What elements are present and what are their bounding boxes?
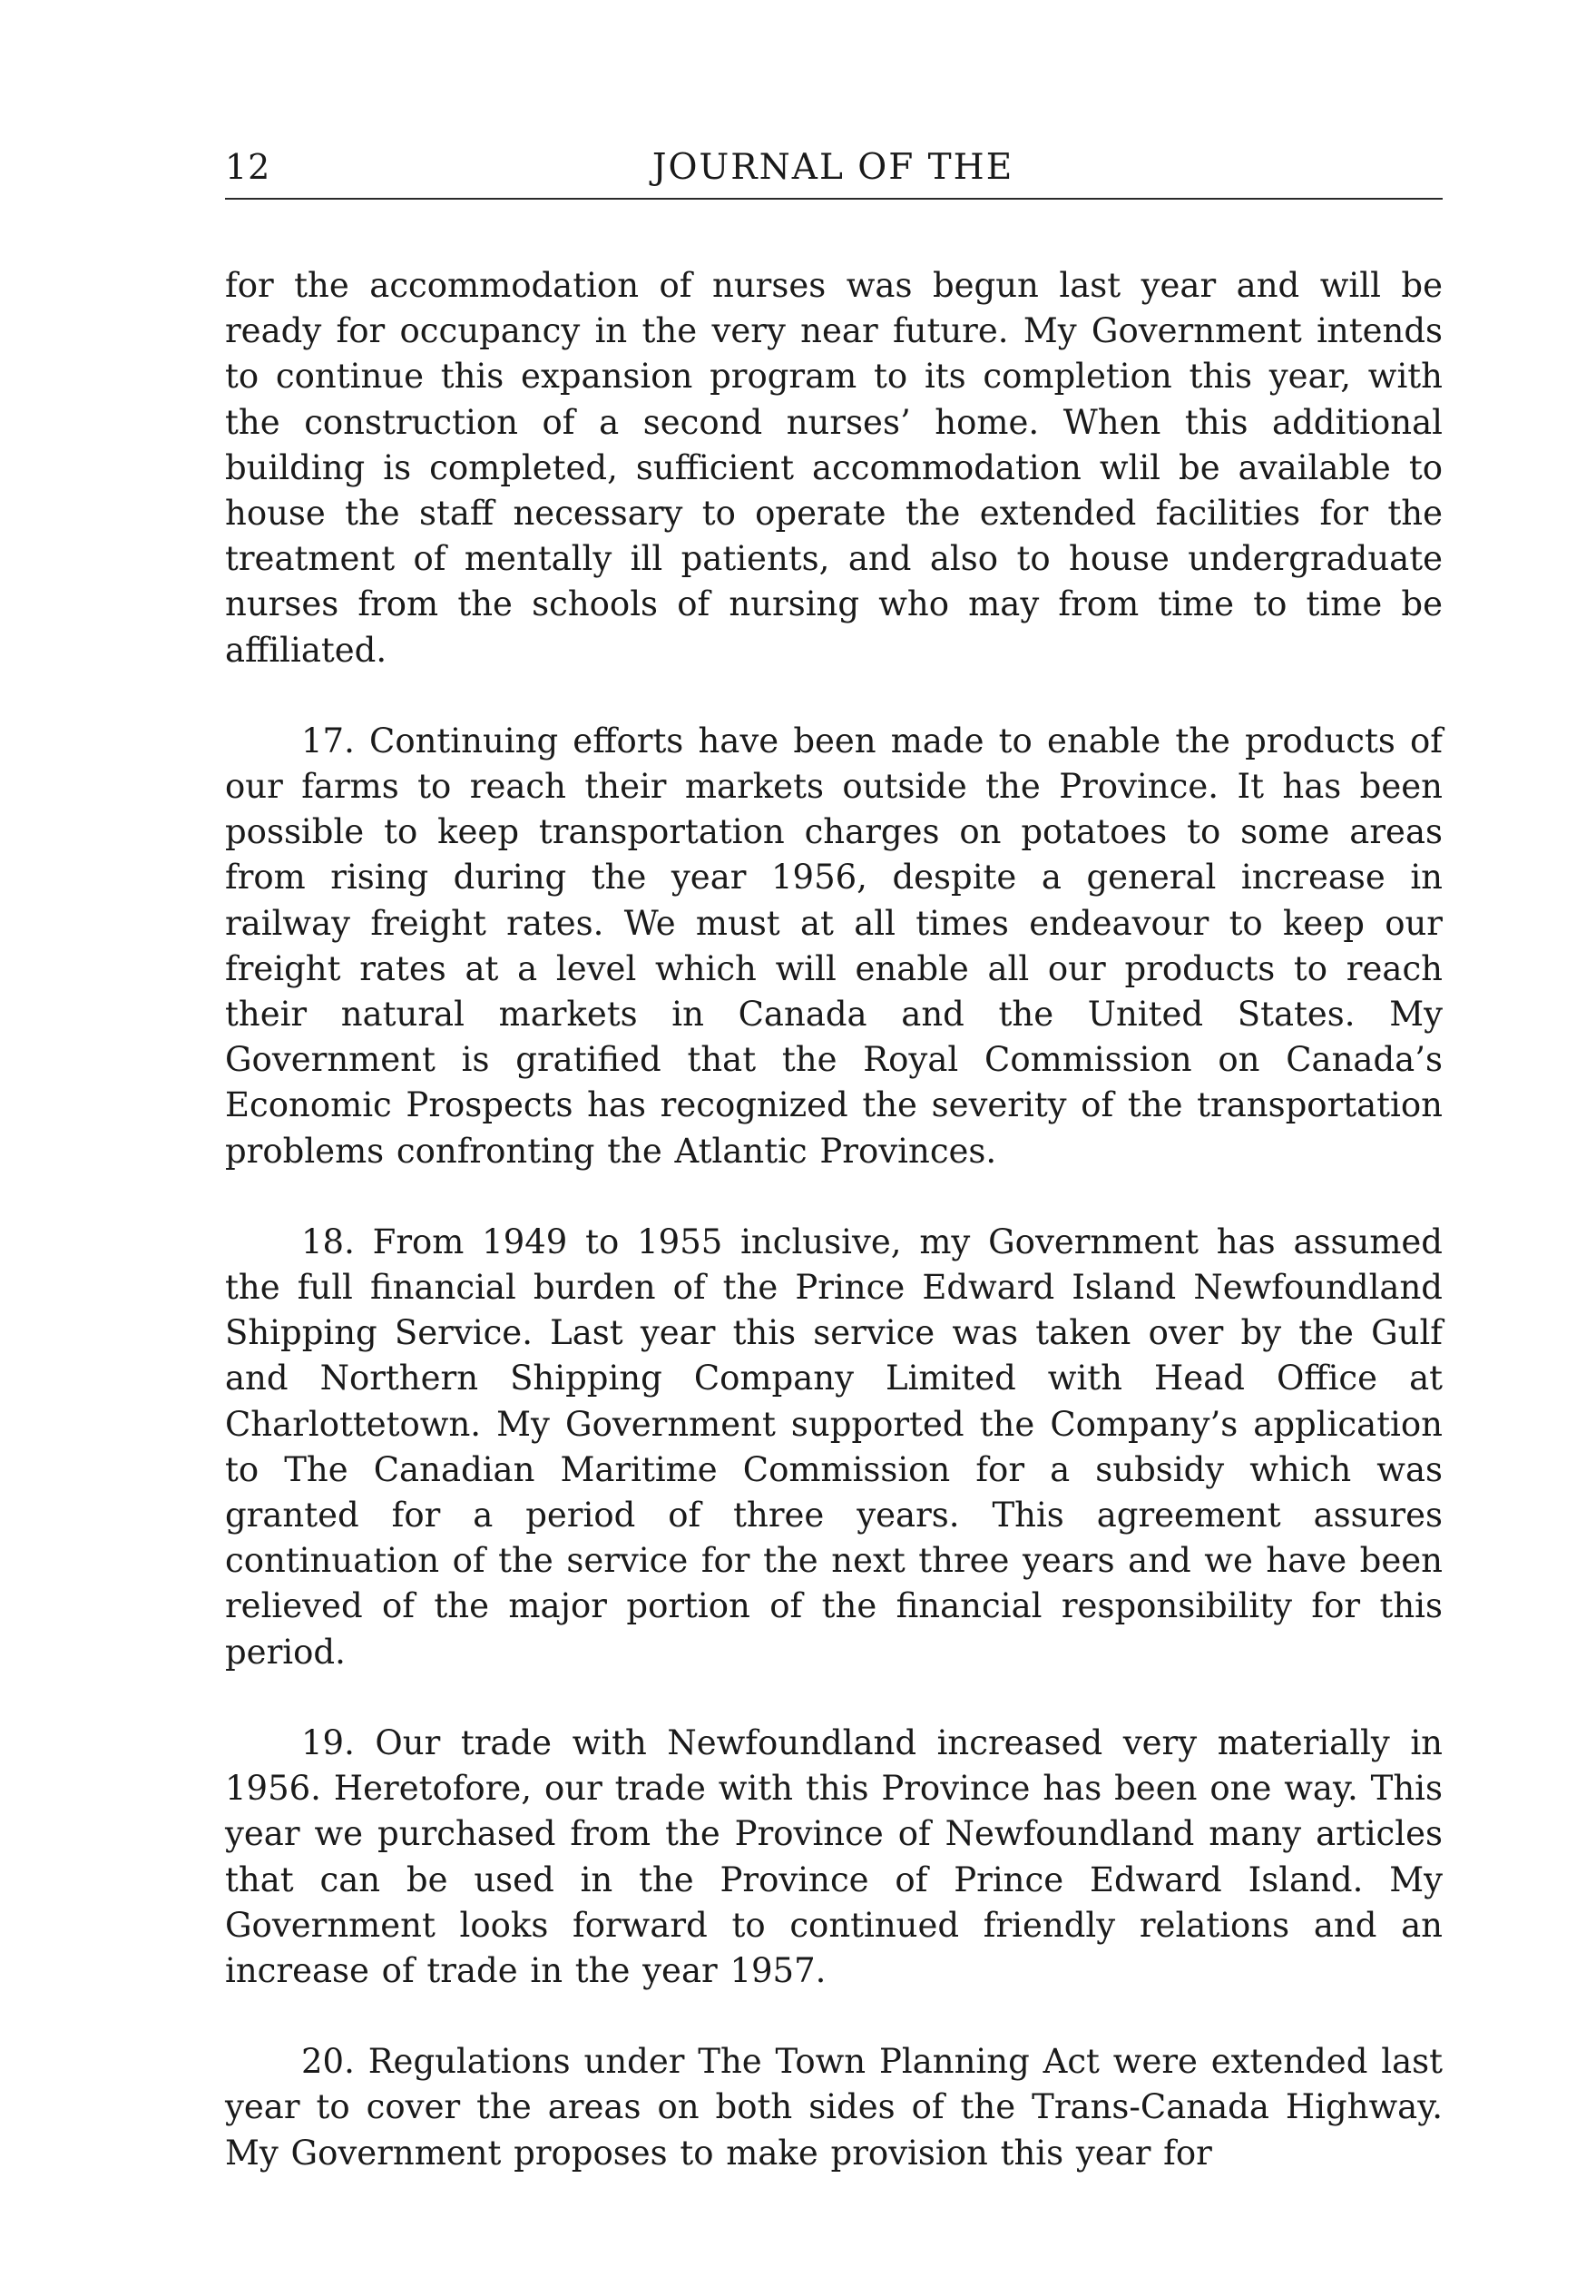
header-rule — [225, 198, 1443, 200]
paragraph-17: 17. Continuing efforts have been made to enable the products of our farms to reach their markets outside the Province. It has been possible to keep transportation charges on potatoes to some areas from rising during the year 1956, despite a general increase in railway freight rates. We must at all times endeavour to keep our freight rates at a level which will enable all our products to reach their natural markets in Canada and the United States. My Government is gratified that the Royal Commission on Canada’s Economic Prospects has recognized the severity of the transportation problems confronting the Atlantic Provinces. — [225, 721, 1443, 1171]
body-text — [225, 263, 1443, 2222]
page-header — [225, 147, 1441, 201]
paragraph-continuation: for the accommodation of nurses was begun last year and will be ready for occupancy in the very near future. My Government intends to continue this expansion program to its completion this year, with the construction of a second nurses’ home. When this additional building is completed, sufficient accommodation wlil be available to house the staff necessary to operate the extended facilities for the treatment of mentally ill patients, and also to house undergraduate nurses from the schools of nursing who may from time to time be affiliated. — [225, 266, 1443, 670]
paragraph-19: 19. Our trade with Newfoundland increased very materially in 1956. Heretofore, our trade with this Province has been one way. This year we purchased from the Province of Newfoundland many articles that can be used in the Province of Prince Edward Island. My Government looks forward to continued friendly relations and an increase of trade in the year 1957. — [225, 1722, 1443, 1990]
paragraph-18: 18. From 1949 to 1955 inclusive, my Government has assumed the full financial burden of the Prince Edward Island Newfoundland Shipping Service. Last year this service was taken over by the Gulf and Northern Shipping Company Limited with Head Office at Charlottetown. My Government supported the Company’s application to The Canadian Maritime Commission for a subsidy which was granted for a period of three years. This agreement assures continuation of the service for the next three years and we have been relieved of the major portion of the financial responsibility for this period. — [225, 1222, 1443, 1672]
page-number: 12 — [225, 147, 271, 187]
paragraph-20: 20. Regulations under The Town Planning Act were extended last year to cover the areas on both sides of the Trans-Canada Highway. My Government proposes to make provision this year for — [225, 2042, 1443, 2173]
running-head: JOURNAL OF THE — [651, 147, 1014, 188]
